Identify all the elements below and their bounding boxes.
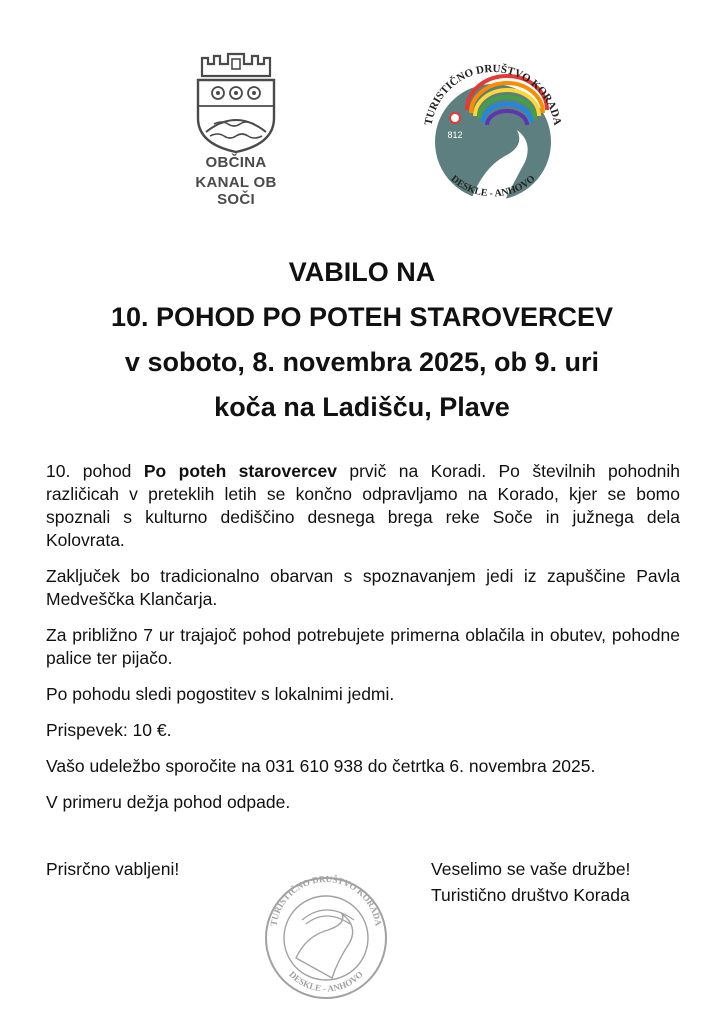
society-stamp <box>262 862 390 1012</box>
closing-line-2: Turistično društvo Korada <box>431 885 630 905</box>
closing-signature <box>431 856 630 908</box>
tourist-society-logo <box>413 38 573 218</box>
intro-suffix: prvič na Koradi. Po številnih pohodnih različicah v preteklih letih se končno odpravljamo na Korado, kjer se bomo spoznali s kulturno dediščino desnega brega reke Soče in južnega dela Kolovrata. <box>46 461 680 550</box>
paragraph-intro <box>46 460 680 552</box>
title-line-3: v soboto, 8. novembra 2025, ob 9. uri <box>124 347 600 377</box>
paragraph-fee: Prispevek: 10 €. <box>46 720 172 740</box>
society-ring-text-top: TURISTIČNO DRUŠTVO KORADA <box>422 62 564 127</box>
hike-name: Po poteh starovercev <box>143 461 337 481</box>
municipality-name-line1: OBČINA <box>205 154 267 171</box>
society-emblem-icon <box>413 38 573 218</box>
peak-altitude-label: 812 <box>447 130 463 140</box>
svg-text:DESKLE - ANHOVO <box>287 969 365 993</box>
title-line-1: VABILO NA <box>288 257 436 287</box>
municipality-logo <box>188 46 284 208</box>
paragraph-refreshments: Po pohodu sledi pogostitev s lokalnimi jedmi. <box>46 684 395 704</box>
stamp-ring-text-bottom: DESKLE - ANHOVO <box>287 969 365 994</box>
closing-greeting: Prisrčno vabljeni! <box>46 859 180 879</box>
title-line-4: koča na Ladišču, Plave <box>214 392 510 422</box>
paragraph-closing-meal: Zaključek bo tradicionalno obarvan s spoznavanjem jedi iz zapuščine Pavla Medveščka Klančarja. <box>46 566 680 609</box>
municipality-name-line2: KANAL OB SOČI <box>195 174 277 208</box>
invitation-body <box>46 460 680 827</box>
coat-of-arms-icon <box>188 46 284 156</box>
stamp-icon <box>262 862 390 1012</box>
society-ring-text-bottom: DESKLE - ANHOVO <box>448 173 538 200</box>
paragraph-equipment: Za približno 7 ur trajajoč pohod potrebujete primerna oblačila in obutev, pohodne palice ter pijačo. <box>46 625 680 668</box>
closing-line-1: Veselimo se vaše družbe! <box>431 859 631 879</box>
intro-prefix: 10. pohod <box>46 461 144 481</box>
invitation-title <box>0 250 724 430</box>
stamp-ring-text-top: TURISTIČNO DRUŠTVO KORADA <box>268 873 384 927</box>
paragraph-registration: Vašo udeležbo sporočite na 031 610 938 do četrtka 6. novembra 2025. <box>46 756 596 776</box>
paragraph-weather: V primeru dežja pohod odpade. <box>46 792 291 812</box>
svg-text:TURISTIČNO DRUŠTVO KORADA <box>268 874 383 927</box>
title-line-2: 10. POHOD PO POTEH STAROVERCEV <box>110 302 614 332</box>
